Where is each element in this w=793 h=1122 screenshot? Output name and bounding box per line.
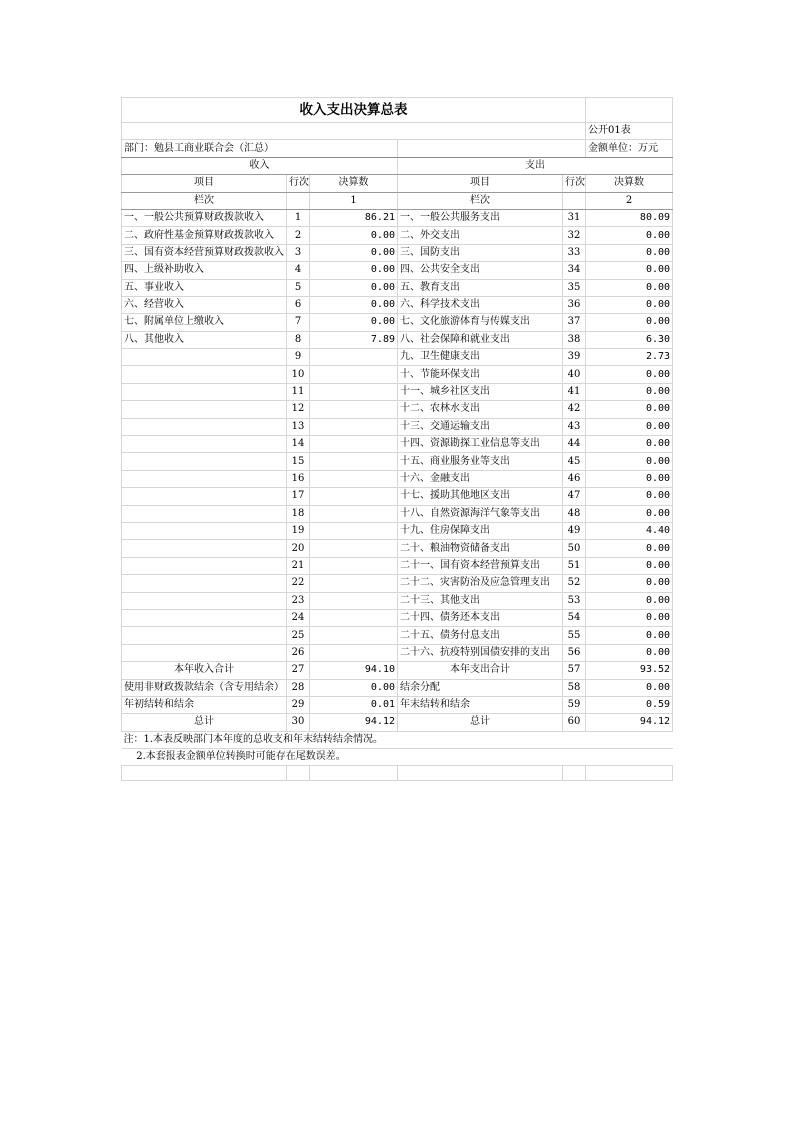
table-row bbox=[122, 470, 673, 487]
expense-amount: 0.00 bbox=[586, 314, 673, 331]
expense-row-no: 46 bbox=[563, 470, 586, 487]
income-amount: 0.00 bbox=[310, 279, 398, 296]
income-amount bbox=[310, 644, 398, 661]
income-item bbox=[122, 470, 287, 487]
expense-row-no: 44 bbox=[563, 436, 586, 453]
expense-row-no: 57 bbox=[563, 662, 586, 679]
expense-item: 十三、交通运输支出 bbox=[398, 418, 563, 435]
empty-cell bbox=[563, 192, 586, 209]
expense-amount: 0.00 bbox=[586, 453, 673, 470]
expense-amount: 0.00 bbox=[586, 418, 673, 435]
income-amount: 94.12 bbox=[310, 714, 398, 731]
expense-item: 十一、城乡社区支出 bbox=[398, 383, 563, 400]
table-row bbox=[122, 296, 673, 313]
expense-amount: 4.40 bbox=[586, 522, 673, 539]
expense-column-no-label: 栏次 bbox=[398, 192, 563, 209]
expense-amount: 0.00 bbox=[586, 609, 673, 626]
income-rowno-header: 行次 bbox=[287, 175, 310, 192]
empty-cell bbox=[398, 766, 563, 781]
income-amount bbox=[310, 540, 398, 557]
expense-row-no: 58 bbox=[563, 679, 586, 696]
expense-column-number: 2 bbox=[586, 192, 673, 209]
income-amount bbox=[310, 592, 398, 609]
income-item bbox=[122, 609, 287, 626]
summary-table bbox=[121, 97, 673, 781]
income-summary-item: 年初结转和结余 bbox=[122, 696, 287, 713]
expense-amount: 0.00 bbox=[586, 366, 673, 383]
footnote: 注：1.本表反映部门本年度的总收支和年末结转结余情况。 bbox=[122, 731, 673, 748]
empty-cell bbox=[122, 766, 287, 781]
expense-row-no: 48 bbox=[563, 505, 586, 522]
expense-item: 十七、援助其他地区支出 bbox=[398, 488, 563, 505]
empty-cell bbox=[287, 766, 310, 781]
expense-row-no: 47 bbox=[563, 488, 586, 505]
expense-row-no: 42 bbox=[563, 401, 586, 418]
income-amount: 86.21 bbox=[310, 209, 398, 226]
income-amount bbox=[310, 453, 398, 470]
expense-row-no: 43 bbox=[563, 418, 586, 435]
income-row-no: 14 bbox=[287, 436, 310, 453]
income-header: 收入 bbox=[122, 157, 398, 174]
expense-row-no: 41 bbox=[563, 383, 586, 400]
income-amount bbox=[310, 505, 398, 522]
expense-amount: 0.00 bbox=[586, 401, 673, 418]
expense-item: 十八、自然资源海洋气象等支出 bbox=[398, 505, 563, 522]
income-item bbox=[122, 453, 287, 470]
expense-amount: 0.00 bbox=[586, 296, 673, 313]
table-row bbox=[122, 557, 673, 574]
table-row bbox=[122, 331, 673, 348]
table-row bbox=[122, 279, 673, 296]
income-amount: 7.89 bbox=[310, 331, 398, 348]
expense-item: 十九、住房保障支出 bbox=[398, 522, 563, 539]
income-amount: 0.00 bbox=[310, 262, 398, 279]
expense-summary-item: 总计 bbox=[398, 714, 563, 731]
income-row-no: 27 bbox=[287, 662, 310, 679]
expense-amount: 0.00 bbox=[586, 505, 673, 522]
note-row bbox=[122, 731, 673, 748]
table-row bbox=[122, 366, 673, 383]
income-row-no: 21 bbox=[287, 557, 310, 574]
income-amount: 0.00 bbox=[310, 244, 398, 261]
expense-amount: 0.00 bbox=[586, 575, 673, 592]
expense-item: 二十五、债务付息支出 bbox=[398, 627, 563, 644]
expense-amount: 0.00 bbox=[586, 679, 673, 696]
income-row-no: 8 bbox=[287, 331, 310, 348]
table-row bbox=[122, 418, 673, 435]
expense-item-header: 项目 bbox=[398, 175, 563, 192]
income-row-no: 17 bbox=[287, 488, 310, 505]
income-amount: 0.00 bbox=[310, 227, 398, 244]
income-row-no: 22 bbox=[287, 575, 310, 592]
expense-row-no: 55 bbox=[563, 627, 586, 644]
income-item bbox=[122, 418, 287, 435]
empty-cell bbox=[586, 766, 673, 781]
expense-row-no: 59 bbox=[563, 696, 586, 713]
income-row-no: 10 bbox=[287, 366, 310, 383]
income-item bbox=[122, 592, 287, 609]
expense-amount: 0.59 bbox=[586, 696, 673, 713]
income-amount: 94.10 bbox=[310, 662, 398, 679]
expense-item: 三、国防支出 bbox=[398, 244, 563, 261]
income-row-no: 15 bbox=[287, 453, 310, 470]
income-item: 五、事业收入 bbox=[122, 279, 287, 296]
income-row-no: 23 bbox=[287, 592, 310, 609]
page-title: 收入支出决算总表 bbox=[122, 98, 586, 123]
income-row-no: 4 bbox=[287, 262, 310, 279]
income-item-header: 项目 bbox=[122, 175, 287, 192]
expense-amount: 0.00 bbox=[586, 488, 673, 505]
department-label: 部门：勉县工商业联合会（汇总） bbox=[122, 140, 398, 157]
income-expense-summary-sheet bbox=[121, 97, 672, 781]
expense-item: 五、教育支出 bbox=[398, 279, 563, 296]
expense-summary-item: 年末结转和结余 bbox=[398, 696, 563, 713]
table-row bbox=[122, 505, 673, 522]
expense-row-no: 31 bbox=[563, 209, 586, 226]
expense-item: 十六、金融支出 bbox=[398, 470, 563, 487]
expense-row-no: 34 bbox=[563, 262, 586, 279]
empty-cell bbox=[122, 123, 586, 140]
table-row bbox=[122, 383, 673, 400]
income-amount: 0.00 bbox=[310, 296, 398, 313]
expense-amount: 0.00 bbox=[586, 470, 673, 487]
income-row-no: 13 bbox=[287, 418, 310, 435]
expense-row-no: 50 bbox=[563, 540, 586, 557]
table-row bbox=[122, 209, 673, 226]
income-item bbox=[122, 557, 287, 574]
table-row bbox=[122, 401, 673, 418]
summary-row bbox=[122, 696, 673, 713]
table-row bbox=[122, 540, 673, 557]
income-item: 八、其他收入 bbox=[122, 331, 287, 348]
income-summary-item: 总计 bbox=[122, 714, 287, 731]
expense-item: 二十四、债务还本支出 bbox=[398, 609, 563, 626]
income-item bbox=[122, 436, 287, 453]
table-row bbox=[122, 592, 673, 609]
expense-row-no: 39 bbox=[563, 349, 586, 366]
expense-amount: 0.00 bbox=[586, 262, 673, 279]
income-row-no: 7 bbox=[287, 314, 310, 331]
expense-row-no: 37 bbox=[563, 314, 586, 331]
expense-item: 九、卫生健康支出 bbox=[398, 349, 563, 366]
expense-row-no: 54 bbox=[563, 609, 586, 626]
expense-amount: 0.00 bbox=[586, 540, 673, 557]
income-row-no: 25 bbox=[287, 627, 310, 644]
income-amount bbox=[310, 488, 398, 505]
table-row bbox=[122, 522, 673, 539]
income-row-no: 11 bbox=[287, 383, 310, 400]
income-item bbox=[122, 488, 287, 505]
expense-row-no: 56 bbox=[563, 644, 586, 661]
expense-amount: 2.73 bbox=[586, 349, 673, 366]
expense-amount: 0.00 bbox=[586, 644, 673, 661]
table-row bbox=[122, 575, 673, 592]
expense-row-no: 38 bbox=[563, 331, 586, 348]
summary-row bbox=[122, 714, 673, 731]
income-amount bbox=[310, 575, 398, 592]
income-item bbox=[122, 349, 287, 366]
expense-item: 十二、农林水支出 bbox=[398, 401, 563, 418]
expense-header: 支出 bbox=[398, 157, 673, 174]
empty-cell bbox=[287, 192, 310, 209]
expense-amount: 80.09 bbox=[586, 209, 673, 226]
expense-item: 十五、商业服务业等支出 bbox=[398, 453, 563, 470]
blank-row bbox=[122, 766, 673, 781]
expense-item: 十、节能环保支出 bbox=[398, 366, 563, 383]
note-row bbox=[122, 749, 673, 766]
table-row bbox=[122, 488, 673, 505]
expense-item: 二十六、抗疫特别国债安排的支出 bbox=[398, 644, 563, 661]
expense-item: 二、外交支出 bbox=[398, 227, 563, 244]
expense-amount: 6.30 bbox=[586, 331, 673, 348]
income-item bbox=[122, 540, 287, 557]
income-row-no: 18 bbox=[287, 505, 310, 522]
income-item bbox=[122, 383, 287, 400]
income-row-no: 6 bbox=[287, 296, 310, 313]
income-item: 三、国有资本经营预算财政拨款收入 bbox=[122, 244, 287, 261]
expense-row-no: 60 bbox=[563, 714, 586, 731]
expense-amount: 0.00 bbox=[586, 557, 673, 574]
income-amount bbox=[310, 366, 398, 383]
income-amount bbox=[310, 436, 398, 453]
income-amount bbox=[310, 627, 398, 644]
income-item bbox=[122, 401, 287, 418]
income-row-no: 20 bbox=[287, 540, 310, 557]
income-amount bbox=[310, 470, 398, 487]
income-row-no: 3 bbox=[287, 244, 310, 261]
empty-cell bbox=[563, 766, 586, 781]
income-amount bbox=[310, 557, 398, 574]
income-column-number: 1 bbox=[310, 192, 398, 209]
income-item: 四、上级补助收入 bbox=[122, 262, 287, 279]
summary-row bbox=[122, 662, 673, 679]
empty-cell bbox=[586, 98, 673, 123]
income-row-no: 28 bbox=[287, 679, 310, 696]
expense-item: 二十、粮油物资储备支出 bbox=[398, 540, 563, 557]
income-column-no-label: 栏次 bbox=[122, 192, 287, 209]
expense-row-no: 32 bbox=[563, 227, 586, 244]
expense-row-no: 51 bbox=[563, 557, 586, 574]
income-row-no: 19 bbox=[287, 522, 310, 539]
income-amount: 0.00 bbox=[310, 679, 398, 696]
income-amount: 0.01 bbox=[310, 696, 398, 713]
income-row-no: 1 bbox=[287, 209, 310, 226]
expense-amount: 0.00 bbox=[586, 244, 673, 261]
income-item bbox=[122, 366, 287, 383]
expense-amount: 0.00 bbox=[586, 592, 673, 609]
income-row-no: 12 bbox=[287, 401, 310, 418]
income-row-no: 9 bbox=[287, 349, 310, 366]
expense-amount: 0.00 bbox=[586, 383, 673, 400]
income-amount: 0.00 bbox=[310, 314, 398, 331]
income-item bbox=[122, 627, 287, 644]
expense-item: 二十二、灾害防治及应急管理支出 bbox=[398, 575, 563, 592]
income-item bbox=[122, 644, 287, 661]
expense-row-no: 49 bbox=[563, 522, 586, 539]
expense-amount: 0.00 bbox=[586, 227, 673, 244]
income-row-no: 16 bbox=[287, 470, 310, 487]
expense-amount: 0.00 bbox=[586, 279, 673, 296]
table-row bbox=[122, 609, 673, 626]
income-row-no: 29 bbox=[287, 696, 310, 713]
income-amount bbox=[310, 383, 398, 400]
expense-item: 一、一般公共服务支出 bbox=[398, 209, 563, 226]
table-row bbox=[122, 644, 673, 661]
expense-row-no: 36 bbox=[563, 296, 586, 313]
income-row-no: 30 bbox=[287, 714, 310, 731]
expense-row-no: 40 bbox=[563, 366, 586, 383]
footnote: 2.本套报表金额单位转换时可能存在尾数误差。 bbox=[122, 749, 673, 766]
expense-item: 二十三、其他支出 bbox=[398, 592, 563, 609]
expense-amount: 0.00 bbox=[586, 436, 673, 453]
income-item: 七、附属单位上缴收入 bbox=[122, 314, 287, 331]
table-row bbox=[122, 227, 673, 244]
income-row-no: 2 bbox=[287, 227, 310, 244]
expense-item: 七、文化旅游体育与传媒支出 bbox=[398, 314, 563, 331]
income-row-no: 24 bbox=[287, 609, 310, 626]
income-row-no: 5 bbox=[287, 279, 310, 296]
table-row bbox=[122, 349, 673, 366]
table-row bbox=[122, 627, 673, 644]
empty-cell bbox=[310, 766, 398, 781]
expense-row-no: 53 bbox=[563, 592, 586, 609]
expense-amount: 94.12 bbox=[586, 714, 673, 731]
expense-item: 二十一、国有资本经营预算支出 bbox=[398, 557, 563, 574]
income-item bbox=[122, 505, 287, 522]
income-amount bbox=[310, 349, 398, 366]
income-item bbox=[122, 522, 287, 539]
expense-row-no: 33 bbox=[563, 244, 586, 261]
expense-row-no: 45 bbox=[563, 453, 586, 470]
income-amount bbox=[310, 609, 398, 626]
income-amount bbox=[310, 418, 398, 435]
expense-amount-header: 决算数 bbox=[586, 175, 673, 192]
income-item: 二、政府性基金预算财政拨款收入 bbox=[122, 227, 287, 244]
income-amount bbox=[310, 401, 398, 418]
table-row bbox=[122, 244, 673, 261]
table-row bbox=[122, 453, 673, 470]
income-row-no: 26 bbox=[287, 644, 310, 661]
expense-row-no: 52 bbox=[563, 575, 586, 592]
empty-cell bbox=[398, 140, 586, 157]
table-row bbox=[122, 314, 673, 331]
income-amount-header: 决算数 bbox=[310, 175, 398, 192]
income-summary-item: 本年收入合计 bbox=[122, 662, 287, 679]
unit-label: 金额单位：万元 bbox=[586, 140, 673, 157]
form-code: 公开01表 bbox=[586, 123, 673, 140]
expense-rowno-header: 行次 bbox=[563, 175, 586, 192]
income-item: 六、经营收入 bbox=[122, 296, 287, 313]
expense-row-no: 35 bbox=[563, 279, 586, 296]
expense-amount: 93.52 bbox=[586, 662, 673, 679]
income-summary-item: 使用非财政拨款结余（含专用结余） bbox=[122, 679, 287, 696]
expense-amount: 0.00 bbox=[586, 627, 673, 644]
income-item: 一、一般公共预算财政拨款收入 bbox=[122, 209, 287, 226]
expense-item: 十四、资源勘探工业信息等支出 bbox=[398, 436, 563, 453]
income-item bbox=[122, 575, 287, 592]
expense-item: 八、社会保障和就业支出 bbox=[398, 331, 563, 348]
expense-summary-item: 结余分配 bbox=[398, 679, 563, 696]
expense-item: 六、科学技术支出 bbox=[398, 296, 563, 313]
table-row bbox=[122, 262, 673, 279]
income-amount bbox=[310, 522, 398, 539]
expense-item: 四、公共安全支出 bbox=[398, 262, 563, 279]
summary-row bbox=[122, 679, 673, 696]
table-row bbox=[122, 436, 673, 453]
expense-summary-item: 本年支出合计 bbox=[398, 662, 563, 679]
